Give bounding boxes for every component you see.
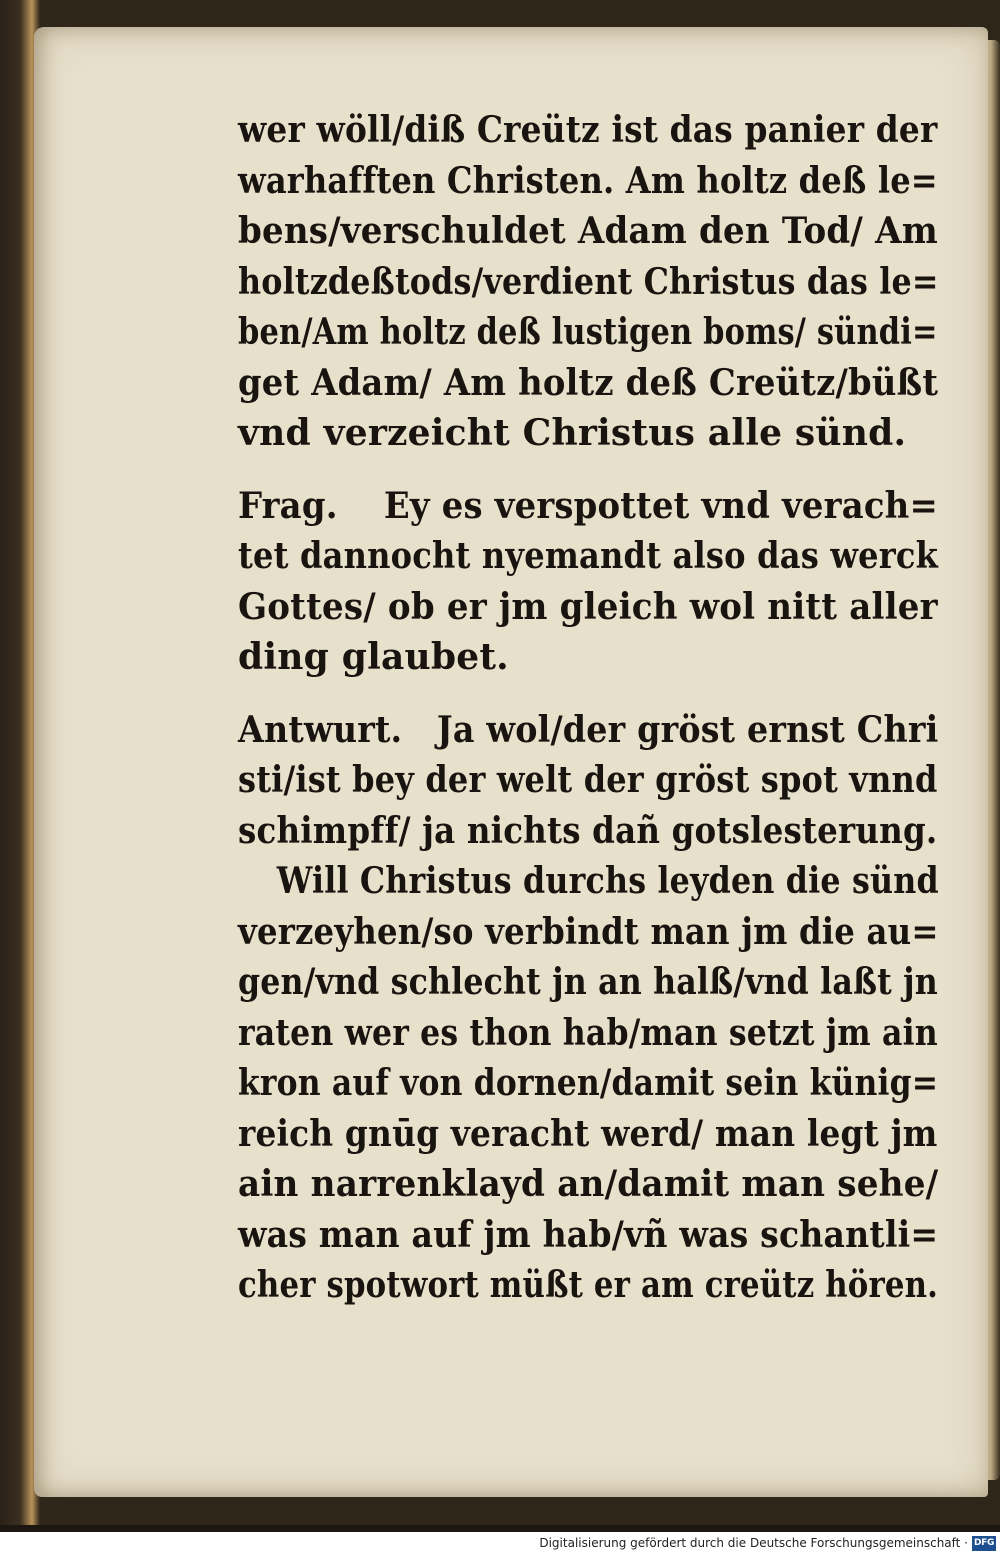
text-line: get Adam/ Am holtz deß Creütz/büßt	[238, 361, 939, 404]
dfg-logo: DFG	[972, 1536, 996, 1551]
text-line: bens/verschuldet Adam den Tod/ Am	[238, 210, 938, 252]
text-line	[238, 481, 939, 532]
text-line: Gottes/ ob er jm gleich wol nitt aller	[238, 585, 938, 628]
text-line	[238, 856, 939, 907]
question-label: Frag.	[238, 484, 338, 527]
paragraph-question	[238, 481, 938, 683]
text-line: ben/Am holtz deß lustigen boms/ sündi=	[238, 311, 938, 353]
text-line: raten wer es thon hab/man setzt jm ain	[238, 1011, 938, 1054]
text-line: holtzdeßtods/verdient Christus das le=	[238, 260, 939, 303]
text-line: tet dannocht nyemandt also das werck	[238, 535, 939, 577]
text-line-content: Will Christus durchs leyden die sünd	[276, 860, 939, 902]
page-text	[238, 105, 938, 1311]
text-line-content: Ey es verspottet vnd verach=	[383, 484, 939, 527]
text-line-content: Ja wol/der gröst ernst Chri	[436, 708, 939, 751]
text-line: reich gnūg veracht werd/ man legt jm	[238, 1112, 938, 1155]
text-line: gen/vnd schlecht jn an halß/vnd laßt jn	[238, 961, 938, 1003]
text-line	[238, 705, 939, 756]
paragraph-answer	[238, 705, 938, 1311]
text-line: sti/ist bey der welt der gröst spot vnnd	[238, 759, 938, 801]
answer-label: Antwurt.	[238, 708, 403, 751]
text-line: was man auf jm hab/vñ was schantli=	[238, 1213, 939, 1256]
text-line: schimpff/ ja nichts dañ gotslesterung.	[238, 809, 938, 852]
paragraph-1	[238, 105, 938, 459]
text-line: kron auf von dornen/damit sein künig=	[238, 1062, 939, 1104]
text-line: wer wöll/diß Creütz ist das panier der	[238, 109, 938, 151]
text-line: warhafften Christen. Am holtz deß le=	[238, 159, 938, 202]
text-line: vnd verzeicht Christus alle sünd.	[238, 412, 907, 454]
text-line: verzeyhen/so verbindt man jm die au=	[238, 910, 939, 953]
text-line: cher spotwort müßt er am creütz hören.	[238, 1264, 939, 1306]
text-line: ding glaubet.	[238, 636, 509, 678]
funding-note: Digitalisierung gefördert durch die Deutsche Forschungsgemeinschaft ·	[539, 1536, 968, 1550]
footer-bar	[0, 1532, 1000, 1556]
text-line: ain narrenklayd an/damit man sehe/	[238, 1163, 939, 1205]
